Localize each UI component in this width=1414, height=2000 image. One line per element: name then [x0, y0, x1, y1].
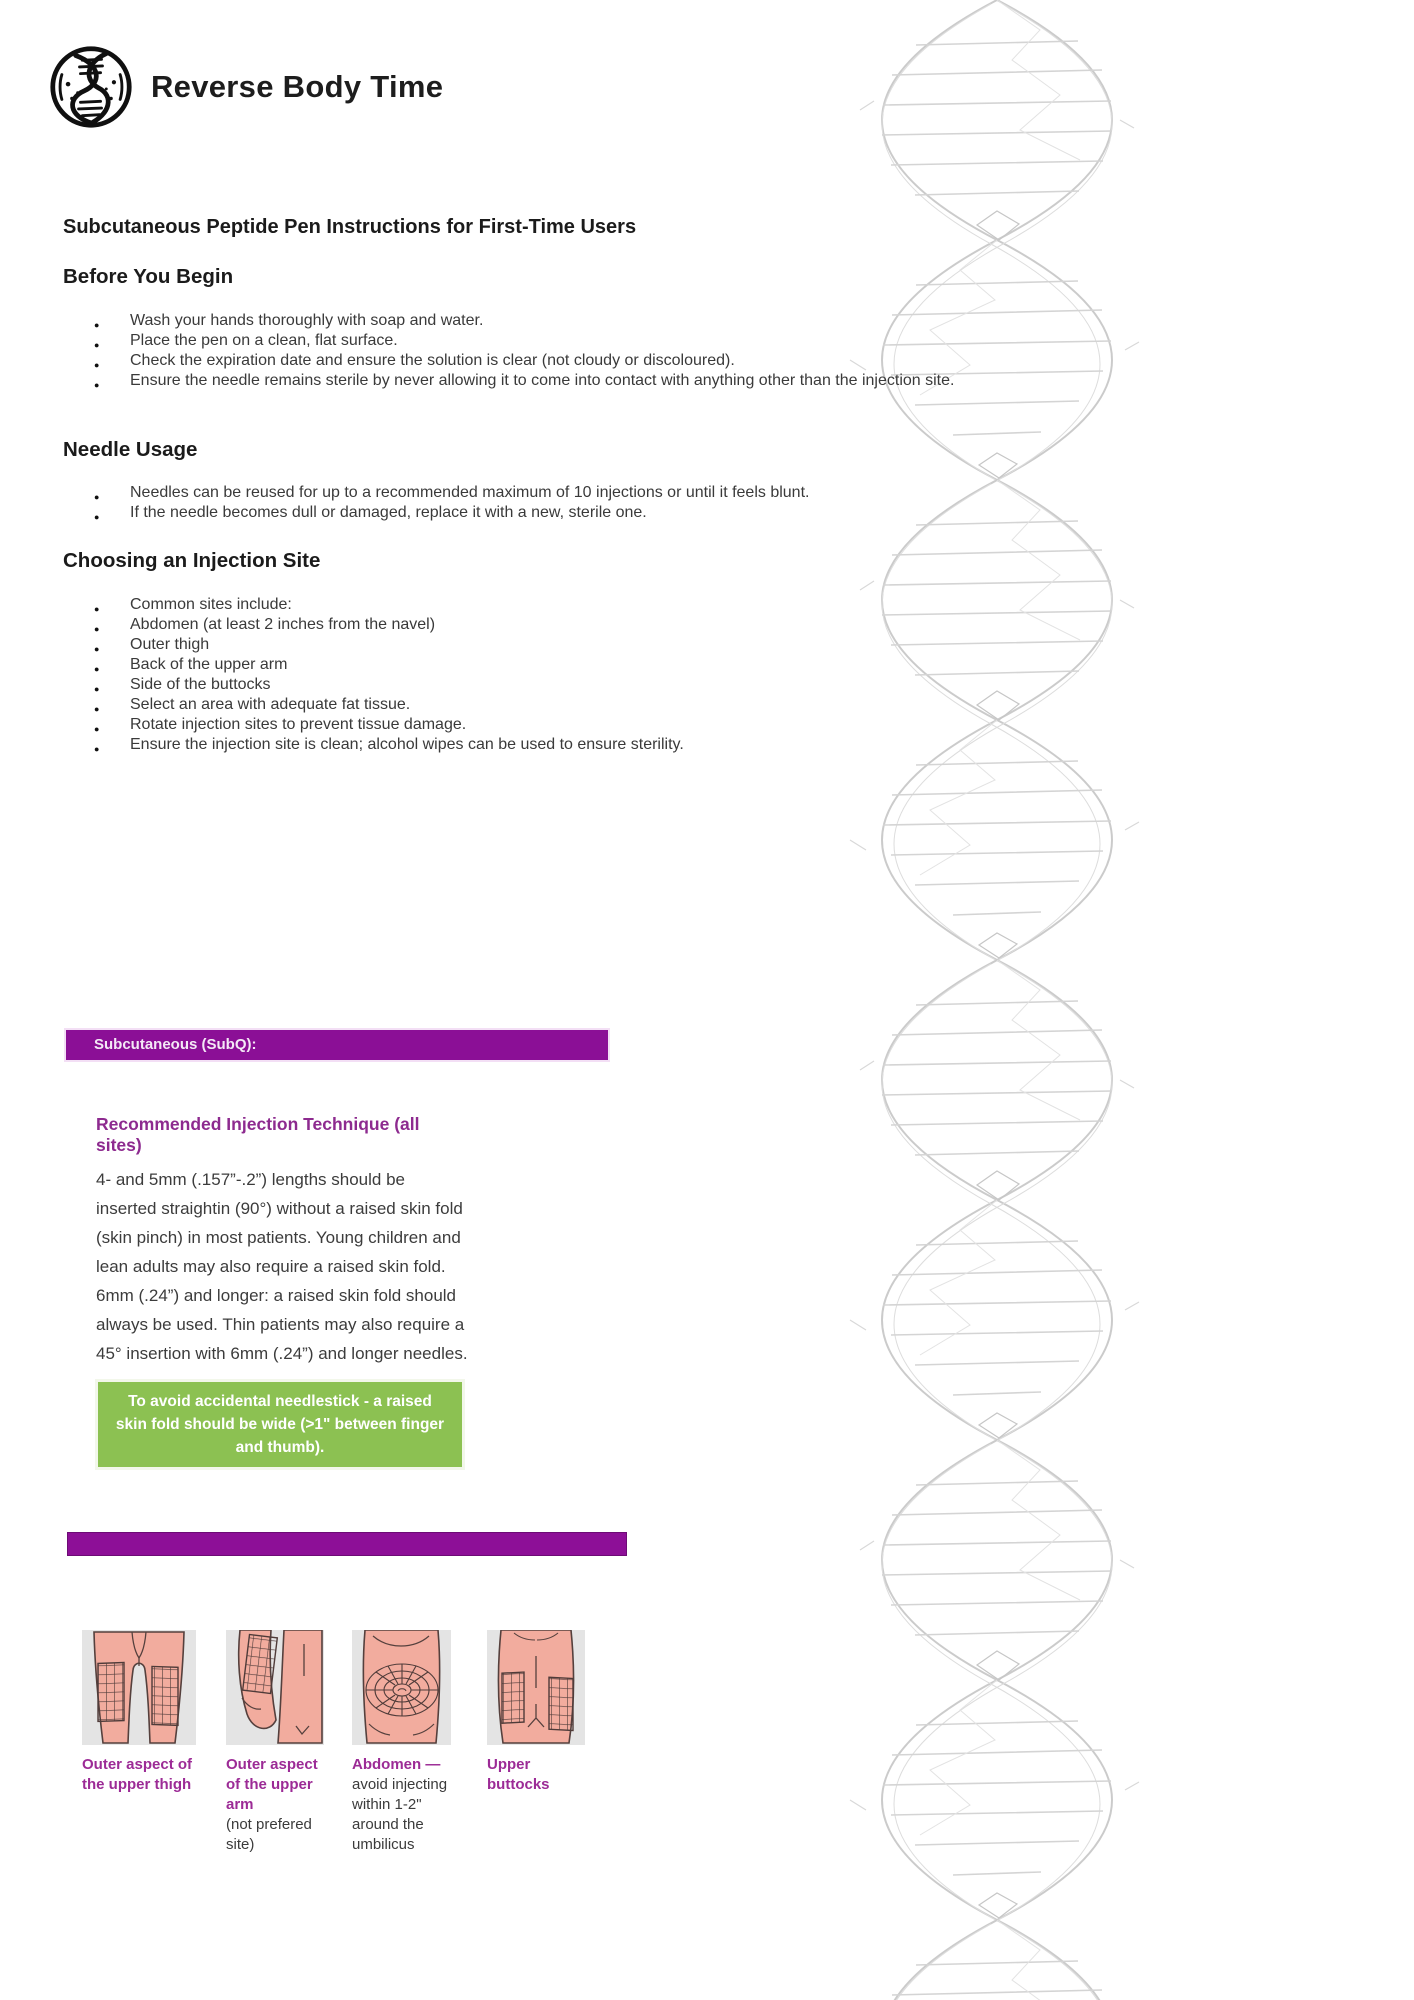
bullet-item: ● Rotate injection sites to prevent tissue damage. [92, 715, 962, 735]
dna-logo-icon [48, 44, 134, 130]
before-you-begin-list [92, 311, 962, 391]
page-title: Subcutaneous Peptide Pen Instructions for First-Time Users [63, 216, 637, 238]
header-brand [48, 44, 443, 130]
site-caption: Outer aspect of the upper thigh [82, 1756, 193, 1793]
site-card-abdomen [352, 1630, 451, 1855]
section-heading-before-you-begin: Before You Begin [63, 265, 234, 288]
bullet-item: ● Common sites include: [92, 595, 962, 615]
site-caption: Abdomen — [352, 1756, 441, 1773]
technique-block [96, 1114, 468, 1368]
site-caption: Upper buttocks [487, 1756, 550, 1793]
bullet-item: ● Back of the upper arm [92, 655, 962, 675]
needlestick-warning: To avoid accidental needlestick - a raised skin fold should be wide (>1" between finger and thumb). [98, 1382, 462, 1467]
site-note: (not prefered site) [226, 1816, 312, 1853]
brand-name: Reverse Body Time [151, 69, 444, 104]
bullet-item: ● Check the expiration date and ensure the solution is clear (not cloudy or discoloured). [92, 351, 962, 371]
technique-body: 4- and 5mm (.157”-.2”) lengths should be inserted straightin (90°) without a raised skin fold (skin pinch) in most patients. Young children and lean adults may also require a raised skin fold. 6mm (.24”) and longer: a raised skin fold should always be used. Thin patients may also require a 45° insertion with 6mm (.24”) and longer needles. [96, 1170, 468, 1363]
bullet-item: ● Select an area with adequate fat tissue. [92, 695, 962, 715]
site-card-upper-buttocks [487, 1630, 585, 1795]
section-heading-needle-usage: Needle Usage [63, 438, 198, 461]
upper-arm-illustration [226, 1630, 324, 1745]
upper-buttocks-illustration [487, 1630, 585, 1745]
bullet-item: ● Outer thigh [92, 635, 962, 655]
site-card-upper-thigh [82, 1630, 196, 1795]
choosing-site-list [92, 595, 962, 755]
bullet-item: ● Ensure the injection site is clean; alcohol wipes can be used to ensure sterility. [92, 735, 962, 755]
site-note: avoid injecting within 1-2" around the umbilicus [352, 1776, 448, 1853]
bullet-item: ● If the needle becomes dull or damaged, replace it with a new, sterile one. [92, 503, 962, 523]
bullet-item: ● Wash your hands thoroughly with soap and water. [92, 311, 962, 331]
bullet-item: ● Needles can be reused for up to a recommended maximum of 10 injections or until it feels blunt. [92, 483, 962, 503]
bullet-item: ● Side of the buttocks [92, 675, 962, 695]
bullet-item: ● Abdomen (at least 2 inches from the navel) [92, 615, 962, 635]
bullet-item: ● Place the pen on a clean, flat surface. [92, 331, 962, 351]
section-heading-choosing-site: Choosing an Injection Site [63, 549, 321, 572]
technique-heading: Recommended Injection Technique (all sites) [96, 1114, 420, 1155]
bullet-item: ● Ensure the needle remains sterile by never allowing it to come into contact with anything other than the injection site. [92, 371, 962, 391]
dna-background-graphic [780, 0, 1214, 2000]
site-card-upper-arm [226, 1630, 324, 1855]
upper-thigh-illustration [82, 1630, 196, 1745]
purple-divider-bar [67, 1532, 627, 1556]
needle-usage-list [92, 483, 962, 523]
abdomen-illustration [352, 1630, 451, 1745]
subq-banner: Subcutaneous (SubQ): [66, 1030, 608, 1060]
site-caption: Outer aspect of the upper arm [226, 1756, 318, 1813]
